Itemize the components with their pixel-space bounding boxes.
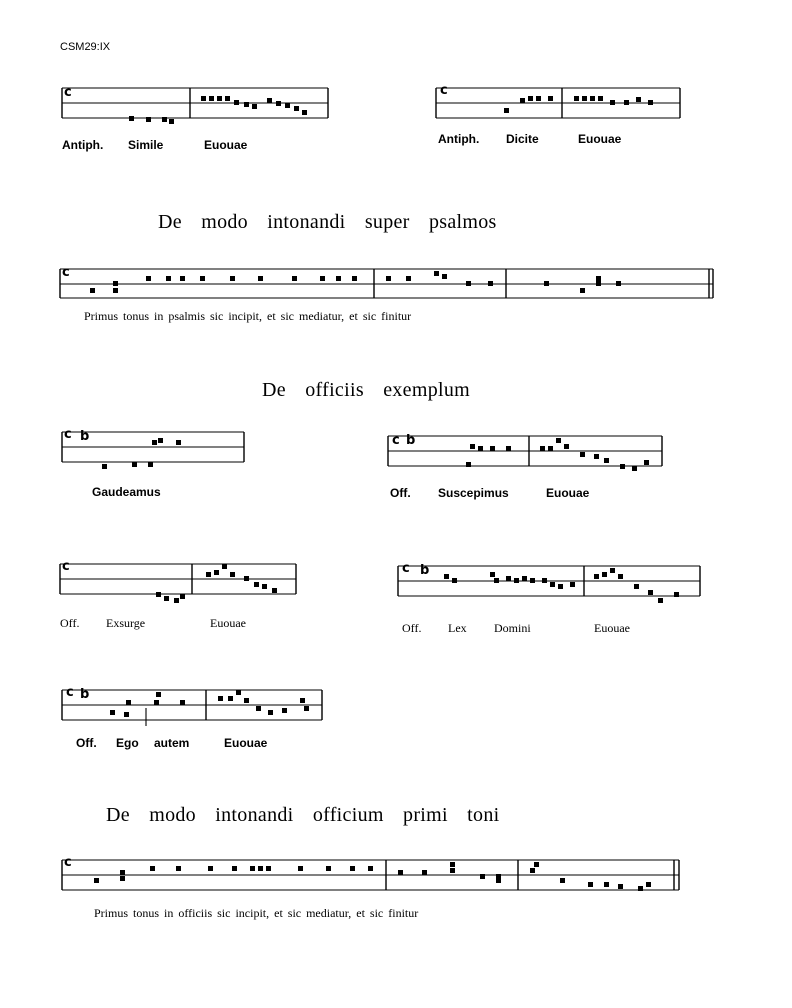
antiphon-word-dicite: Dicite [506, 132, 539, 146]
office-label-exsurge: Off. [60, 616, 80, 630]
office-euouae-exsurge: Euouae [210, 616, 246, 630]
office-word-domini: Domini [494, 621, 531, 635]
office-word-suscepimus: Suscepimus [438, 486, 509, 500]
office-label-ego: Off. [76, 736, 97, 750]
psalm-intonation-lyric: Primus tonus in psalmis sic incipit, et sic mediatur, et sic finitur [84, 309, 412, 323]
heading-office-example: De officiis exemplum [262, 379, 471, 401]
svg-text:c: c [62, 265, 70, 280]
office-intonation-lyric: Primus tonus in officiis sic incipit, et sic mediatur, et sic finitur [94, 906, 419, 920]
svg-text:c: c [402, 561, 410, 576]
office-word-gaudeamus: Gaudeamus [92, 485, 161, 499]
svg-text:b: b [80, 429, 90, 444]
staff-lex-domini [398, 562, 704, 612]
office-word-ego: Ego [116, 736, 139, 750]
antiphon-label-2: Antiph. [438, 132, 480, 146]
svg-text:c: c [66, 685, 74, 700]
office-euouae-ego: Euouae [224, 736, 268, 750]
office-word-exsurge: Exsurge [106, 616, 146, 630]
heading-psalm-intonation: De modo intonandi super psalmos [158, 211, 497, 233]
heading-office-intonation: De modo intonandi officium primi toni [106, 804, 500, 826]
staff-exsurge [60, 560, 300, 610]
office-label-lex: Off. [402, 621, 422, 635]
svg-text:c: c [392, 433, 400, 448]
svg-text:c: c [64, 427, 72, 442]
svg-text:b: b [420, 563, 430, 578]
staff-antiphon-simile [62, 84, 332, 128]
antiphon-label-1: Antiph. [62, 138, 104, 152]
office-word-lex: Lex [448, 621, 467, 635]
staff-gaudeamus [62, 428, 248, 472]
svg-text:b: b [406, 433, 416, 448]
staff-office-intonation [62, 856, 684, 898]
staff-suscepimus [388, 432, 666, 476]
antiphon-euouae-2: Euouae [578, 132, 622, 146]
staff-psalm-intonation [60, 266, 716, 302]
office-word-autem: autem [154, 736, 190, 750]
office-label-suscepimus: Off. [390, 486, 411, 500]
antiphon-euouae-1: Euouae [204, 138, 248, 152]
svg-text:c: c [440, 83, 448, 98]
manuscript-id: CSM29:IX [60, 41, 111, 53]
office-euouae-lex: Euouae [594, 621, 630, 635]
antiphon-word-simile: Simile [128, 138, 164, 152]
svg-text:c: c [64, 85, 72, 100]
office-euouae-suscepimus: Euouae [546, 486, 590, 500]
svg-text:c: c [62, 559, 70, 574]
svg-text:c: c [64, 855, 72, 870]
staff-ego-autem [62, 686, 326, 730]
svg-text:b: b [80, 687, 90, 702]
staff-antiphon-dicite [436, 84, 684, 128]
